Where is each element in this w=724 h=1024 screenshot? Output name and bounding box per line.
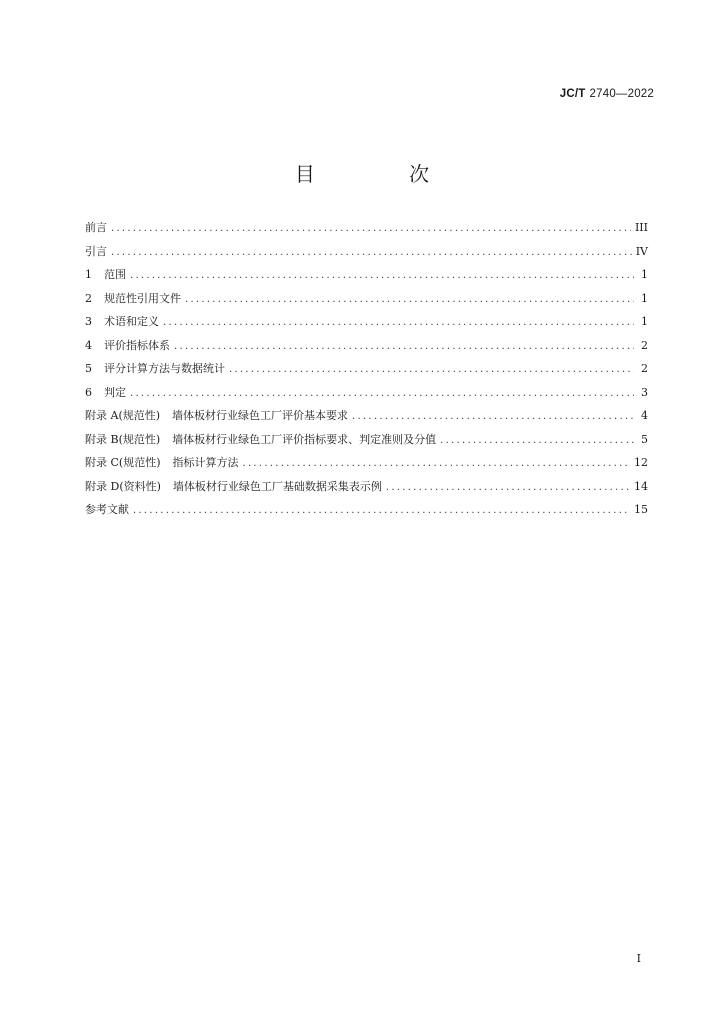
toc-title: 规范性引用文件 <box>104 291 181 305</box>
toc-entry-annex-c[interactable] <box>85 454 648 478</box>
page-folio: I <box>636 952 641 965</box>
toc-title: 墙体板材行业绿色工厂基础数据采集表示例 <box>172 479 382 493</box>
toc-title: 指标计算方法 <box>172 456 239 469</box>
toc-leader-dots <box>352 411 634 422</box>
standard-prefix: JC/T <box>559 88 586 100</box>
toc-leader-dots <box>229 364 634 375</box>
toc-entry-section-1[interactable] <box>85 266 648 290</box>
toc-leader-dots <box>386 482 630 493</box>
toc-label <box>85 313 159 329</box>
toc-page-number: 1 <box>641 315 648 328</box>
toc-leader-dots <box>185 294 634 305</box>
toc-title: 前言 <box>85 221 107 234</box>
toc-section-number: 2 <box>85 291 92 305</box>
toc-page-number: IV <box>635 244 648 258</box>
toc-entry-section-3[interactable] <box>85 313 648 337</box>
toc-section-number: 6 <box>85 385 92 399</box>
toc-label <box>85 501 129 517</box>
toc-annex-tag: 附录 B(规范性) <box>85 432 161 446</box>
toc-title: 评分计算方法与数据统计 <box>104 362 225 375</box>
toc-title: 范围 <box>104 268 126 281</box>
toc-label <box>85 384 126 400</box>
page-title: 目 次 <box>294 162 474 186</box>
toc-page-number: 2 <box>641 362 648 375</box>
toc-page-number: 1 <box>641 291 648 305</box>
toc-entry-section-4[interactable] <box>85 337 648 361</box>
toc-annex-tag: 附录 D(资料性) <box>85 479 161 493</box>
toc-annex-tag: 附录 A(规范性) <box>85 409 161 422</box>
toc-entry-annex-b[interactable] <box>85 431 648 455</box>
toc-page-number: 14 <box>634 479 648 493</box>
toc-entry-foreword[interactable] <box>85 219 648 243</box>
toc-label <box>85 337 170 353</box>
toc-entry-introduction[interactable] <box>85 243 648 267</box>
toc-page-number: 4 <box>641 409 648 422</box>
toc-title: 墙体板材行业绿色工厂评价指标要求、判定准则及分值 <box>172 432 437 446</box>
toc-leader-dots <box>130 270 634 281</box>
toc-annex-tag: 附录 C(规范性) <box>85 456 161 469</box>
toc-title: 参考文献 <box>85 503 129 516</box>
toc-label <box>85 290 181 306</box>
toc-page-number: 1 <box>641 268 648 281</box>
toc-title: 墙体板材行业绿色工厂评价基本要求 <box>172 409 349 422</box>
standard-code <box>560 88 654 100</box>
toc-section-number: 5 <box>85 362 92 375</box>
toc-entry-annex-a[interactable] <box>85 407 648 431</box>
toc-label <box>85 360 225 376</box>
toc-entry-section-5[interactable] <box>85 360 648 384</box>
toc-title: 评价指标体系 <box>104 338 170 352</box>
toc-section-number: 4 <box>85 338 92 352</box>
toc-leader-dots <box>440 435 634 446</box>
toc-page-number: III <box>634 221 648 234</box>
toc-entry-section-6[interactable] <box>85 384 648 408</box>
toc-label <box>85 407 348 423</box>
toc-page-number: 15 <box>634 503 648 516</box>
toc-leader-dots <box>174 341 634 352</box>
toc-section-number: 1 <box>85 268 92 281</box>
toc-leader-dots <box>111 247 632 258</box>
toc-page-number: 2 <box>641 338 648 352</box>
toc-leader-dots <box>243 458 631 469</box>
toc-page-number: 5 <box>641 432 648 446</box>
toc-section-number: 3 <box>85 315 92 328</box>
toc-label <box>85 243 107 259</box>
standard-number: 2740—2022 <box>589 88 654 100</box>
toc-entry-section-2[interactable] <box>85 290 648 314</box>
toc-leader-dots <box>133 505 630 516</box>
toc-label <box>85 219 107 235</box>
toc-leader-dots <box>111 223 631 234</box>
toc-label <box>85 266 126 282</box>
toc-entry-bibliography[interactable] <box>85 501 648 525</box>
toc-label <box>85 454 239 470</box>
toc-page-number: 3 <box>641 385 648 399</box>
toc-label <box>85 431 436 447</box>
table-of-contents <box>85 219 648 525</box>
toc-leader-dots <box>163 317 634 328</box>
toc-label <box>85 478 382 494</box>
toc-leader-dots <box>130 388 634 399</box>
toc-entry-annex-d[interactable] <box>85 478 648 502</box>
toc-title: 术语和定义 <box>104 315 159 328</box>
toc-page-number: 12 <box>634 456 648 469</box>
toc-title: 引言 <box>85 244 107 258</box>
toc-title: 判定 <box>104 385 126 399</box>
